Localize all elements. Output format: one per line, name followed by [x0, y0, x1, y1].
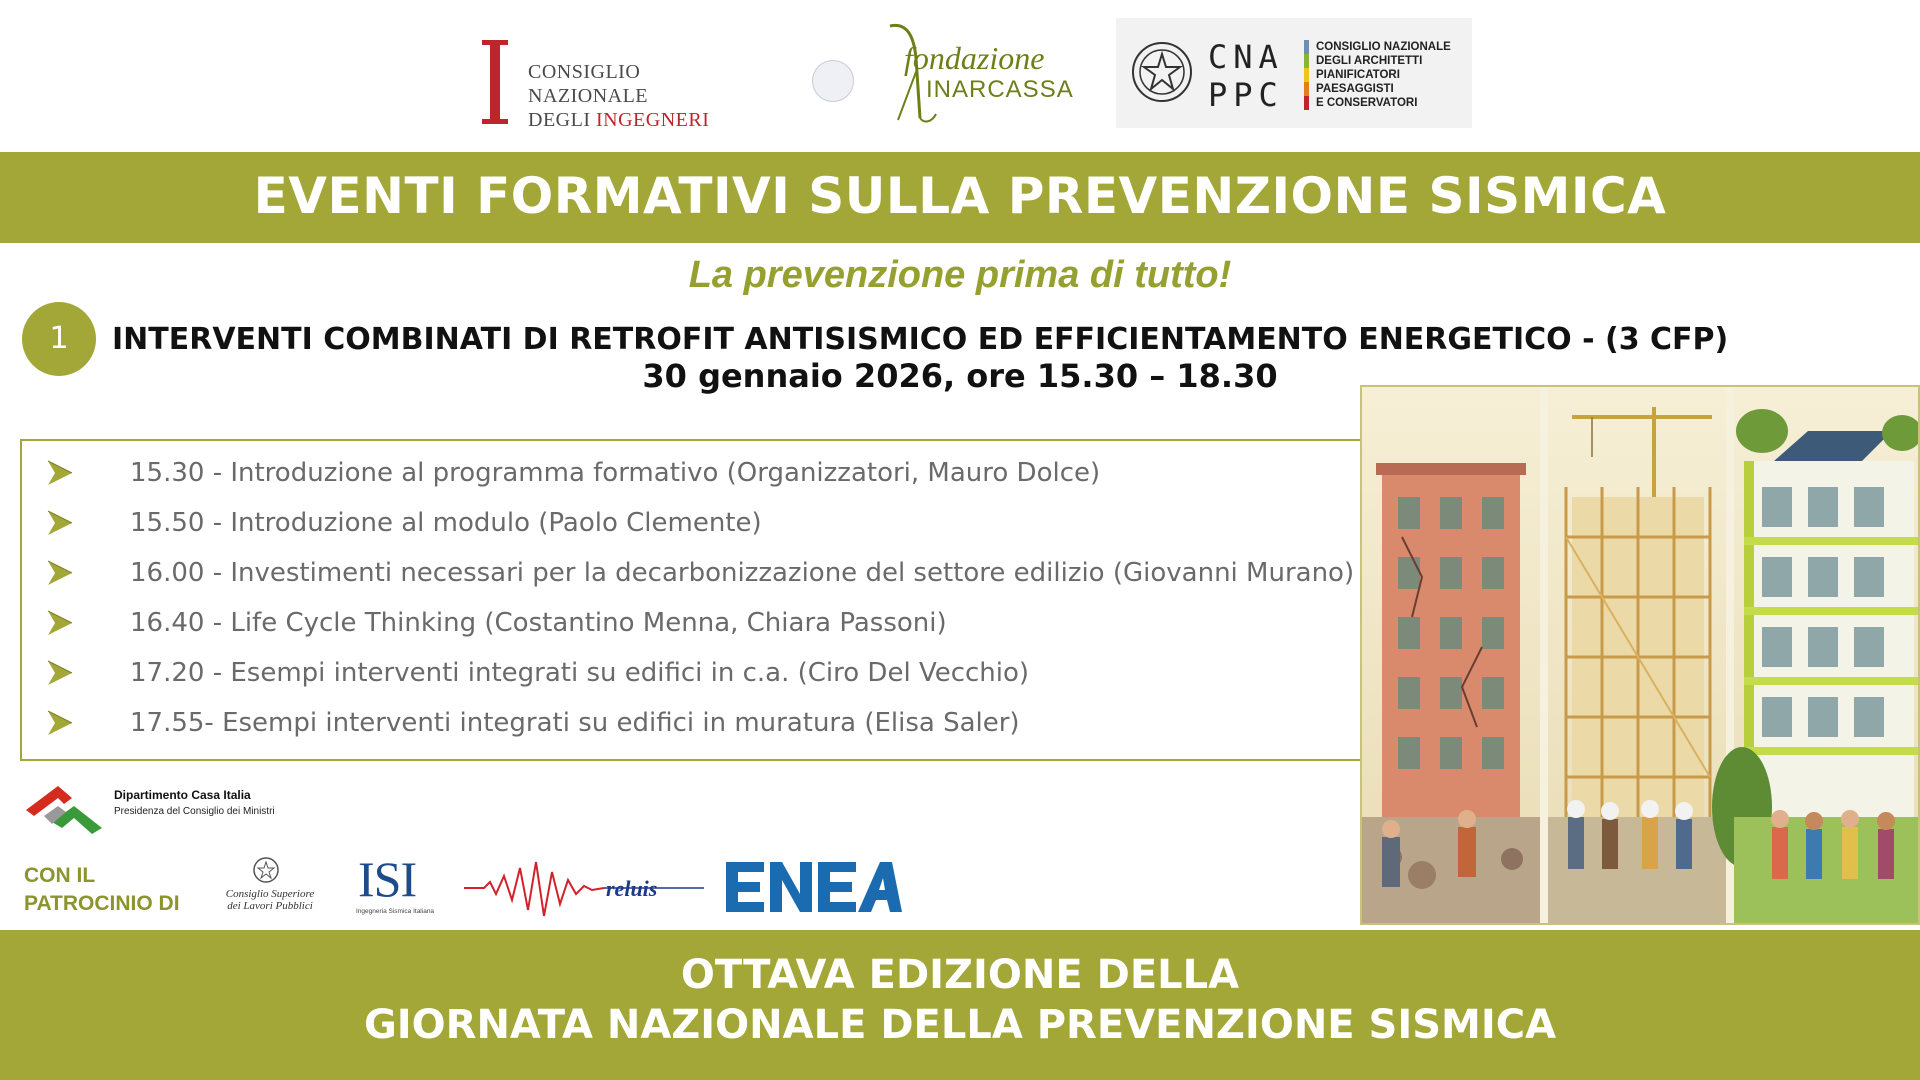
patrocinio-line1: CON IL	[24, 864, 96, 887]
program-item-text: 15.50 - Introduzione al modulo (Paolo Clemente)	[130, 508, 762, 538]
program-box	[20, 439, 1360, 761]
program-item	[46, 503, 1366, 543]
cnappc-name-1: CONSIGLIO NAZIONALE	[1316, 41, 1451, 53]
arrow-bullet-icon	[46, 509, 74, 537]
patrocinio-label	[24, 862, 180, 918]
inarcassa-word: INARCASSA	[926, 76, 1074, 103]
enea-logo-icon	[724, 858, 904, 916]
program-item	[46, 453, 1366, 493]
buildings-illustration-image	[1362, 387, 1918, 923]
republic-seal-icon	[812, 60, 854, 102]
program-item-text: 16.00 - Investimenti necessari per la decarbonizzazione del settore edilizio (Giovanni Murano)	[130, 558, 1355, 588]
patrocinio-line2: PATROCINIO DI	[24, 892, 180, 915]
cni-name-line2b: INGEGNERI	[595, 109, 710, 131]
cnappc-name-5: E CONSERVATORI	[1316, 97, 1418, 109]
page-title: EVENTI FORMATIVI SULLA PREVENZIONE SISMICA	[253, 167, 1667, 225]
program-item-text: 15.30 - Introduzione al programma formativo (Organizzatori, Mauro Dolce)	[130, 458, 1101, 488]
program-item-text: 17.20 - Esempi interventi integrati su edifici in c.a. (Ciro Del Vecchio)	[130, 658, 1030, 688]
fondazione-inarcassa-logo	[880, 18, 1100, 128]
arrow-bullet-icon	[46, 709, 74, 737]
buildings-illustration	[1360, 385, 1920, 925]
isi-letters: ISI	[358, 851, 417, 907]
casa-italia-sub: Presidenza del Consiglio dei Ministri	[114, 806, 275, 817]
cslp-line2: dei Lavori Pubblici	[227, 900, 313, 912]
isi-sub: Ingegneria Sismica Italiana	[356, 908, 435, 915]
footer-line1: OTTAVA EDIZIONE DELLA	[680, 952, 1240, 998]
cni-logo	[478, 38, 758, 131]
cnappc-name-3: PIANIFICATORI	[1316, 69, 1400, 81]
cnappc-name-2: DEGLI ARCHITETTI	[1316, 55, 1423, 67]
isi-logo	[354, 846, 444, 920]
cslp-line1: Consiglio Superiore	[225, 888, 315, 900]
program-item-text: 16.40 - Life Cycle Thinking (Costantino Menna, Chiara Passoni)	[130, 608, 947, 638]
reluis-logo	[464, 856, 704, 920]
arrow-bullet-icon	[46, 609, 74, 637]
cnappc-acronym-l1: CNA	[1208, 38, 1284, 76]
casa-italia-icon	[22, 782, 106, 838]
cni-name-line1: CONSIGLIO NAZIONALE	[528, 61, 649, 107]
tagline: La prevenzione prima di tutto!	[688, 254, 1232, 296]
arrow-bullet-icon	[46, 659, 74, 687]
event-date: 30 gennaio 2026, ore 15.30 – 18.30	[642, 357, 1278, 395]
program-item	[46, 553, 1366, 593]
event-number-badge: 1	[22, 302, 96, 376]
footer-banner	[0, 930, 1920, 1080]
casa-italia-name: Dipartimento Casa Italia	[114, 788, 251, 802]
casa-italia-logo	[22, 782, 282, 838]
header-banner	[0, 152, 1920, 243]
reluis-word: reluis	[606, 876, 658, 901]
event-title: INTERVENTI COMBINATI DI RETROFIT ANTISISMICO ED EFFICIENTAMENTO ENERGETICO - (3 CFP)	[112, 322, 1729, 357]
footer-line2: GIORNATA NAZIONALE DELLA PREVENZIONE SISMICA	[363, 1002, 1557, 1048]
program-item	[46, 603, 1366, 643]
cnappc-logo	[1116, 18, 1472, 128]
fondazione-word: fondazione	[904, 40, 1045, 76]
italian-emblem-icon	[1130, 40, 1194, 104]
arrow-bullet-icon	[46, 559, 74, 587]
cni-i-icon	[478, 40, 512, 124]
cnappc-acronym-l2: PPC	[1208, 76, 1284, 114]
italian-emblem-icon	[252, 856, 280, 884]
program-item	[46, 653, 1366, 693]
seismograph-icon	[464, 856, 704, 920]
program-item-text: 17.55- Esempi interventi integrati su edifici in muratura (Elisa Saler)	[130, 708, 1020, 738]
program-item	[46, 703, 1366, 743]
enea-logo	[724, 858, 904, 916]
cni-name-line2a: DEGLI	[528, 109, 596, 131]
cnappc-color-stripe	[1304, 40, 1309, 110]
cnappc-name-4: PAESAGGISTI	[1316, 83, 1394, 95]
cslp-logo	[214, 852, 326, 920]
arrow-bullet-icon	[46, 459, 74, 487]
